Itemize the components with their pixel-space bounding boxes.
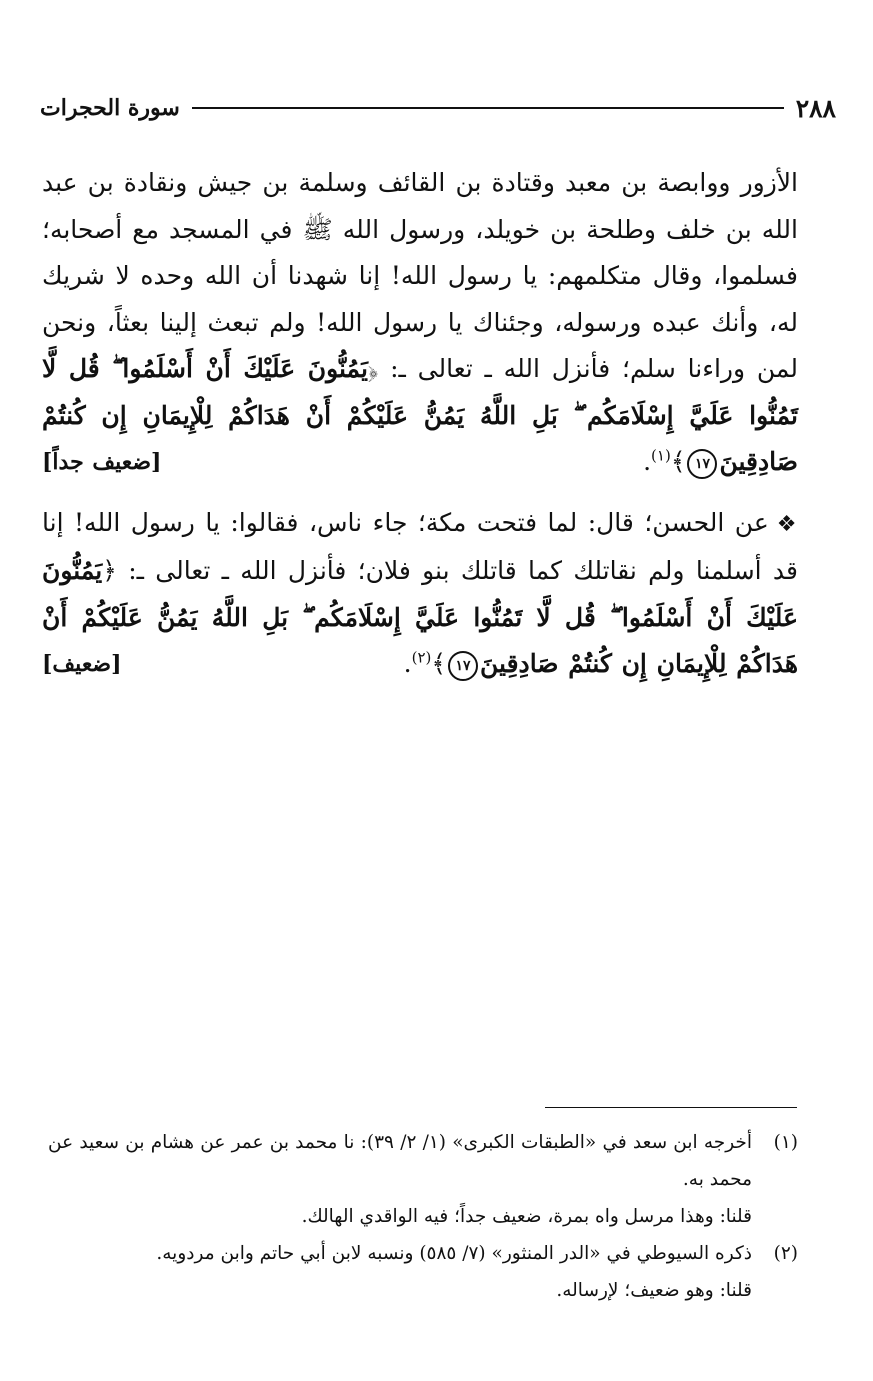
footnote-line: قلنا: وهذا مرسل واه بمرة، ضعيف جداً؛ فيه الواقدي الهالك.: [301, 1206, 752, 1227]
footnote-separator: [545, 1107, 797, 1108]
page-number: ٢٨٨: [795, 93, 836, 123]
hadith-grade: [ضعيف]: [42, 651, 122, 677]
bullet-ornament-icon: ❖: [776, 511, 798, 537]
quran-close-bracket: ﴾: [431, 649, 447, 678]
quran-close-bracket: ﴾: [670, 447, 686, 476]
ayah-number-mark: ١٧: [448, 651, 478, 681]
hadith-paragraph-2: [42, 500, 798, 688]
quran-open-bracket: ﴿: [102, 556, 117, 585]
footnote-reference[interactable]: (١): [651, 446, 671, 465]
sentence-end: .: [403, 649, 412, 678]
hadith-paragraph-1: [42, 160, 798, 486]
footnote-number: (١): [773, 1132, 798, 1153]
sentence-end: .: [643, 447, 652, 476]
quran-verse-text: يَمُنُّونَ عَلَيْكَ أَنْ أَسْلَمُوا ۖ قُل لَّا تَمُنُّوا عَلَيَّ إِسْلَامَكُم ۖ بَلِ اللَّهُ يَمُنُّ عَلَيْكُمْ أَنْ هَدَاكُمْ لِلْإِيمَانِ إِن كُنتُمْ صَادِقِينَ: [42, 354, 798, 476]
hadith-grade: [ضعيف جداً]: [42, 449, 162, 475]
ayah-number-mark: ١٧: [687, 449, 717, 479]
narration-text: الأزور ووابصة بن معبد وقتادة بن القائف وسلمة بن جيش ونقادة بن عبد الله بن خلف وطلحة بن خويلد، ورسول الله ﷺ في المسجد مع أصحابه؛ فسلموا، وقال متكلمهم: يا رسول الله! إنا شهدنا أن الله وحده لا شريك له، وأنك عبده ورسوله، وجئناك يا رسول الله! ولم تبعث إلينا بعثاً، ونحن لمن وراءنا سلم؛ فأنزل الله ـ تعالى ـ:: [42, 168, 798, 383]
quran-open-bracket: ﴿: [367, 354, 379, 383]
surah-title: سورة الحجرات: [40, 95, 180, 121]
footnote-body: [48, 1124, 752, 1235]
footnote-line: أخرجه ابن سعد في «الطبقات الكبرى» (١/ ٢/ ٣٩): نا محمد بن عمر عن هشام بن سعيد عن محمد به.: [48, 1132, 752, 1190]
page-header: [40, 88, 836, 128]
quran-verse-text: يَمُنُّونَ عَلَيْكَ أَنْ أَسْلَمُوا ۖ قُل لَّا تَمُنُّوا عَلَيَّ إِسْلَامَكُم ۖ بَلِ اللَّهُ يَمُنُّ عَلَيْكُمْ أَنْ هَدَاكُمْ لِلْإِيمَانِ إِن كُنتُمْ صَادِقِينَ: [42, 556, 798, 678]
main-text: [42, 160, 798, 688]
footnote-2: [48, 1235, 798, 1309]
footnote-1: [48, 1124, 798, 1235]
footnote-line: ذكره السيوطي في «الدر المنثور» (٧/ ٥٨٥) ونسبه لابن أبي حاتم وابن مردويه.: [156, 1243, 752, 1264]
header-rule: [192, 107, 784, 109]
footnote-body: [48, 1235, 752, 1309]
footnote-number: (٢): [773, 1243, 798, 1264]
narration-text: عن الحسن؛ قال: لما فتحت مكة؛ جاء ناس، فقالوا: يا رسول الله! إنا قد أسلمنا ولم نقاتلك كما قاتلك بنو فلان؛ فأنزل الله ـ تعالى ـ:: [42, 507, 798, 585]
footnote-line: قلنا: وهو ضعيف؛ لإرساله.: [556, 1280, 752, 1301]
footnote-reference[interactable]: (٢): [411, 648, 432, 667]
footnotes: [48, 1124, 798, 1309]
